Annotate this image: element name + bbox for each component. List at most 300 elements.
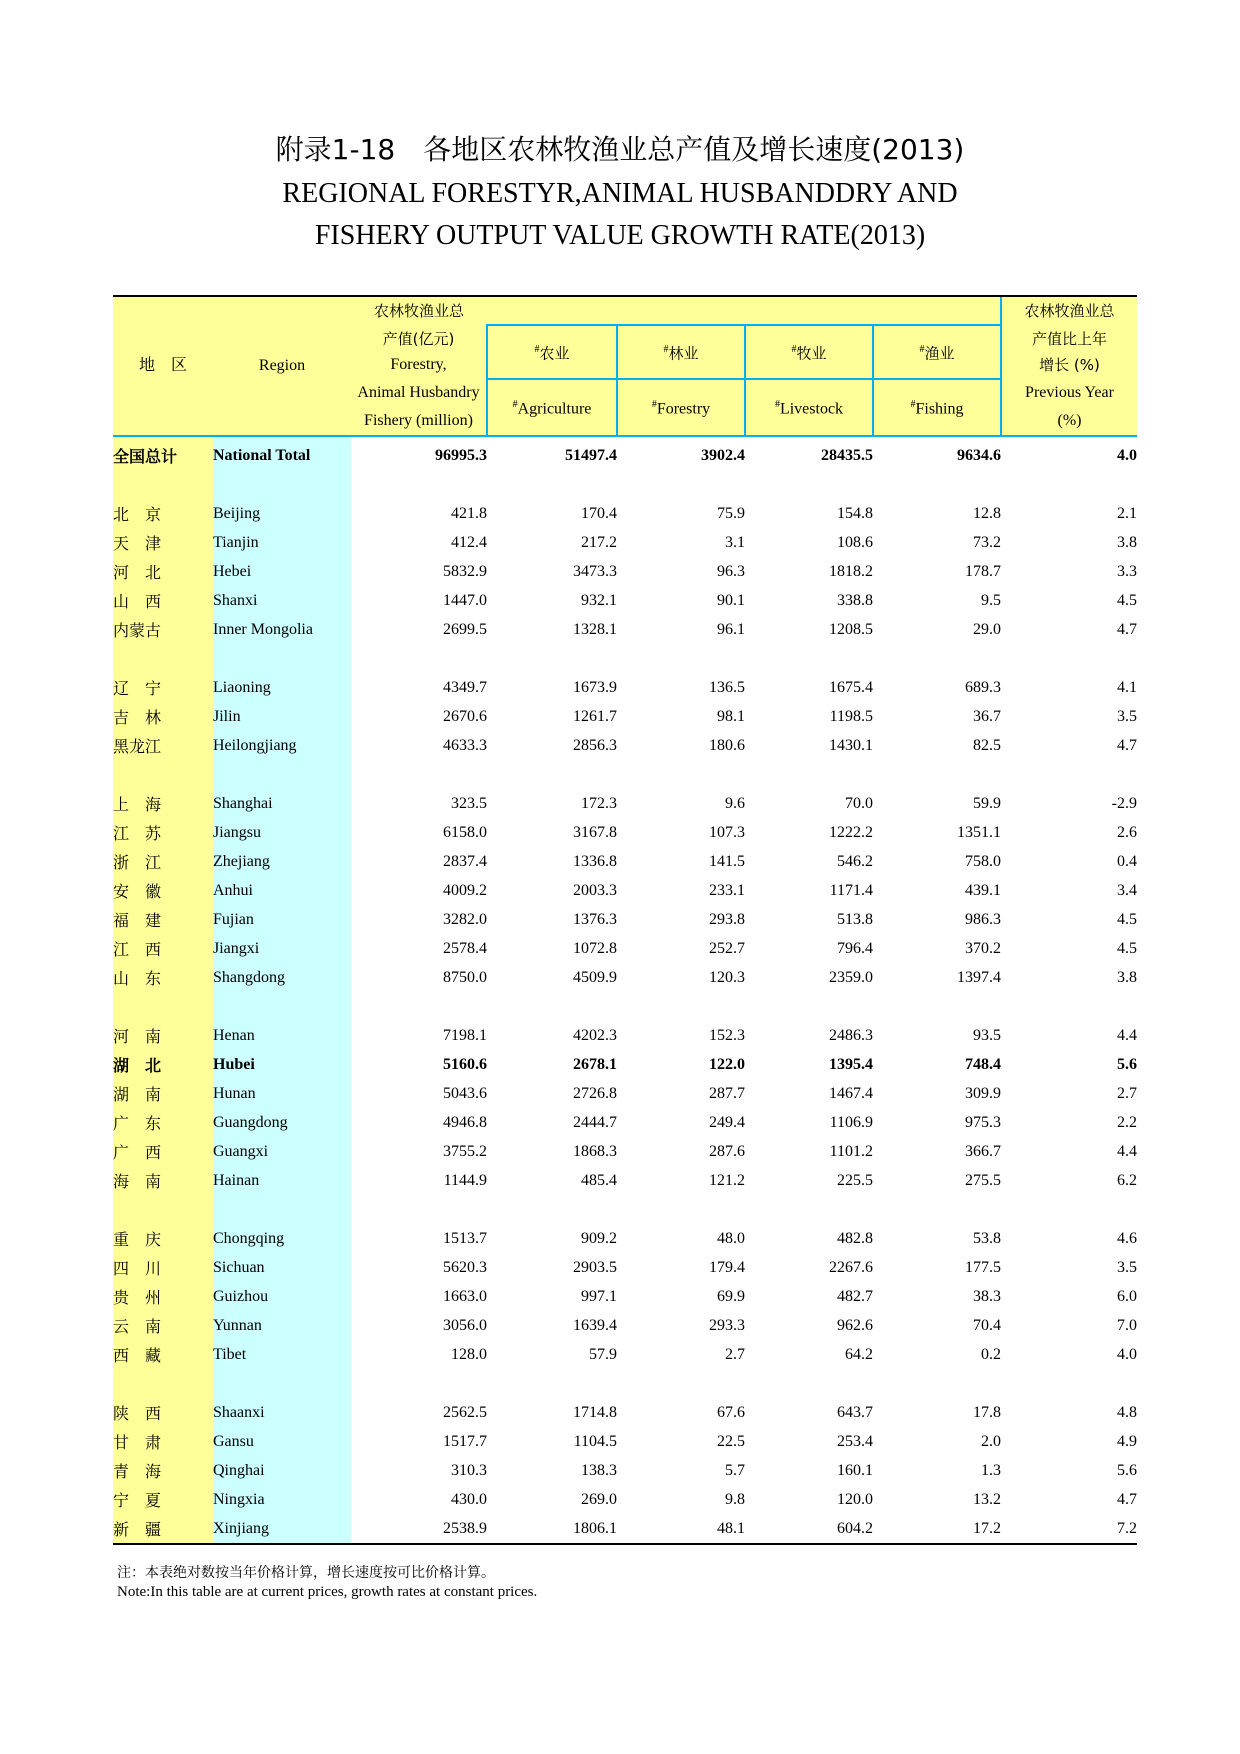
cell-growth: 4.5 (1117, 910, 1137, 928)
cell-growth: 4.0 (1117, 1345, 1137, 1363)
region-name-cn: 广 东 (113, 1108, 213, 1137)
region-name-cn: 山 西 (113, 586, 213, 615)
header-live-en: Livestock (779, 400, 844, 418)
cell-growth: 4.1 (1117, 678, 1137, 696)
cell-forest: 122.0 (709, 1055, 745, 1073)
region-name-cn: 湖 北 (113, 1050, 213, 1079)
header-fish-cn-cell (873, 325, 1001, 379)
header-agri-en-mark: # (512, 399, 518, 411)
region-name-en: Shaanxi (213, 1398, 351, 1427)
cell-total: 5043.6 (443, 1084, 487, 1102)
cell-agri: 57.9 (589, 1345, 617, 1363)
cell-agri: 217.2 (581, 533, 617, 551)
region-name-cn: 福 建 (113, 905, 213, 934)
header-agri-cn-cell (487, 325, 617, 379)
header-live-cn-cell (745, 325, 873, 379)
cell-agri: 1336.8 (573, 852, 617, 870)
cell-agri: 4509.9 (573, 968, 617, 986)
cell-total: 2837.4 (443, 852, 487, 870)
cell-growth: 2.6 (1117, 823, 1137, 841)
table-row (113, 876, 1137, 905)
region-name-en: National Total (213, 436, 351, 470)
cell-live: 70.0 (845, 794, 873, 812)
cell-fish: 82.5 (973, 736, 1001, 754)
cell-agri: 4202.3 (573, 1026, 617, 1044)
cell-agri: 3473.3 (573, 562, 617, 580)
cell-growth: 3.8 (1117, 968, 1137, 986)
cell-forest: 67.6 (717, 1403, 745, 1421)
cell-agri: 138.3 (581, 1461, 617, 1479)
cell-agri: 170.4 (581, 504, 617, 522)
cell-live: 28435.5 (821, 446, 873, 464)
cell-growth: 3.5 (1117, 1258, 1137, 1276)
header-total-en1: Forestry, (390, 356, 447, 373)
cell-forest: 3902.4 (701, 446, 745, 464)
group-spacer-row (113, 760, 1137, 789)
cell-forest: 287.6 (709, 1142, 745, 1160)
cell-forest: 96.3 (717, 562, 745, 580)
cell-forest: 9.8 (725, 1490, 745, 1508)
region-name-en: Zhejiang (213, 847, 351, 876)
table-row (113, 586, 1137, 615)
cell-live: 513.8 (837, 910, 873, 928)
table-row (113, 847, 1137, 876)
header-forest-mark: # (663, 343, 669, 355)
cell-growth: 5.6 (1117, 1461, 1137, 1479)
cell-growth: 7.0 (1117, 1316, 1137, 1334)
header-live-mark: # (791, 343, 797, 355)
cell-forest: 287.7 (709, 1084, 745, 1102)
header-total-cn2: 产值(亿元) (382, 330, 455, 348)
note-cn: 注：本表绝对数按当年价格计算，增长速度按可比价格计算。 (117, 1565, 495, 1581)
cell-fish: 177.5 (965, 1258, 1001, 1276)
cell-fish: 309.9 (965, 1084, 1001, 1102)
cell-forest: 252.7 (709, 939, 745, 957)
region-name-en: Gansu (213, 1427, 351, 1456)
region-name-cn: 山 东 (113, 963, 213, 992)
region-name-cn: 安 徽 (113, 876, 213, 905)
table-row (113, 1108, 1137, 1137)
region-name-en: Henan (213, 1021, 351, 1050)
cell-forest: 136.5 (709, 678, 745, 696)
region-name-cn: 广 西 (113, 1137, 213, 1166)
cell-fish: 93.5 (973, 1026, 1001, 1044)
header-live-cn: 牧业 (796, 344, 827, 363)
table-row (113, 673, 1137, 702)
cell-live: 1106.9 (829, 1113, 873, 1131)
cell-fish: 439.1 (965, 881, 1001, 899)
region-name-en: Shangdong (213, 963, 351, 992)
cell-total: 3755.2 (443, 1142, 487, 1160)
cell-live: 338.8 (837, 591, 873, 609)
region-name-en: Guangdong (213, 1108, 351, 1137)
table-row (113, 436, 1137, 470)
cell-growth: 4.5 (1117, 591, 1137, 609)
cell-fish: 178.7 (965, 562, 1001, 580)
cell-fish: 366.7 (965, 1142, 1001, 1160)
cell-total: 310.3 (451, 1461, 487, 1479)
region-name-cn: 甘 肃 (113, 1427, 213, 1456)
header-forest-en-cell (617, 379, 745, 436)
table-row (113, 1021, 1137, 1050)
cell-agri: 1673.9 (573, 678, 617, 696)
cell-agri: 2003.3 (573, 881, 617, 899)
cell-fish: 12.8 (973, 504, 1001, 522)
cell-fish: 1351.1 (957, 823, 1001, 841)
table-row (113, 905, 1137, 934)
header-region-cn: 地 区 (113, 296, 213, 436)
cell-fish: 758.0 (965, 852, 1001, 870)
region-name-en: Guangxi (213, 1137, 351, 1166)
region-name-en: Shanxi (213, 586, 351, 615)
cell-live: 2267.6 (829, 1258, 873, 1276)
cell-fish: 1397.4 (957, 968, 1001, 986)
header-growth-cn1: 农林牧渔业总 (1001, 296, 1137, 325)
cell-forest: 121.2 (709, 1171, 745, 1189)
header-forest-cn-cell (617, 325, 745, 379)
region-name-en: Beijing (213, 499, 351, 528)
cell-growth: 4.6 (1117, 1229, 1137, 1247)
table-row (113, 934, 1137, 963)
table-row (113, 1079, 1137, 1108)
table-row (113, 1224, 1137, 1253)
cell-total: 3056.0 (443, 1316, 487, 1334)
cell-total: 5832.9 (443, 562, 487, 580)
cell-forest: 48.0 (717, 1229, 745, 1247)
cell-fish: 1.3 (981, 1461, 1001, 1479)
cell-agri: 1261.7 (573, 707, 617, 725)
region-name-cn: 湖 南 (113, 1079, 213, 1108)
cell-growth: 2.1 (1117, 504, 1137, 522)
header-fish-en-mark: # (910, 399, 916, 411)
cell-live: 604.2 (745, 1514, 873, 1544)
region-name-cn: 河 北 (113, 557, 213, 586)
cell-forest: 69.9 (717, 1287, 745, 1305)
cell-agri: 485.4 (581, 1171, 617, 1189)
cell-live: 1818.2 (829, 562, 873, 580)
region-name-cn: 黑龙江 (113, 731, 213, 760)
cell-fish: 38.3 (973, 1287, 1001, 1305)
cell-total: 2578.4 (443, 939, 487, 957)
region-name-en: Hubei (213, 1050, 351, 1079)
region-name-cn: 浙 江 (113, 847, 213, 876)
cell-live: 1430.1 (829, 736, 873, 754)
cell-total: 2538.9 (351, 1514, 487, 1544)
cell-agri: 932.1 (581, 591, 617, 609)
cell-fish: 29.0 (973, 620, 1001, 638)
region-name-cn: 海 南 (113, 1166, 213, 1195)
region-name-cn: 新 疆 (113, 1514, 213, 1544)
cell-agri: 51497.4 (565, 446, 617, 464)
region-name-en: Hunan (213, 1079, 351, 1108)
cell-live: 1198.5 (829, 707, 873, 725)
cell-total: 421.8 (451, 504, 487, 522)
cell-growth: 4.5 (1117, 939, 1137, 957)
cell-total: 4349.7 (443, 678, 487, 696)
header-fish-cn: 渔业 (924, 344, 955, 363)
region-name-cn: 四 川 (113, 1253, 213, 1282)
table-row (113, 1311, 1137, 1340)
cell-fish: 13.2 (973, 1490, 1001, 1508)
cell-forest: 5.7 (725, 1461, 745, 1479)
header-live-en-mark: # (774, 399, 780, 411)
cell-live: 154.8 (837, 504, 873, 522)
region-name-en: Liaoning (213, 673, 351, 702)
region-name-cn: 贵 州 (113, 1282, 213, 1311)
region-name-en: Fujian (213, 905, 351, 934)
cell-agri: 1376.3 (573, 910, 617, 928)
cell-forest: 179.4 (709, 1258, 745, 1276)
header-total-en3: Fishery (million) (364, 412, 473, 429)
cell-fish: 689.3 (965, 678, 1001, 696)
cell-total: 1144.9 (443, 1171, 487, 1189)
cell-growth: 4.4 (1117, 1026, 1137, 1044)
header-growth-en1: Previous Year (1025, 384, 1114, 401)
cell-live: 64.2 (845, 1345, 873, 1363)
header-forest-en-mark: # (651, 399, 657, 411)
group-spacer-row (113, 470, 1137, 499)
cell-total: 1663.0 (443, 1287, 487, 1305)
cell-fish: 70.4 (973, 1316, 1001, 1334)
region-name-cn: 宁 夏 (113, 1485, 213, 1514)
cell-live: 1101.2 (829, 1142, 873, 1160)
cell-total: 430.0 (451, 1490, 487, 1508)
cell-agri: 1639.4 (573, 1316, 617, 1334)
cell-live: 643.7 (837, 1403, 873, 1421)
cell-live: 1222.2 (829, 823, 873, 841)
header-agri-en: Agriculture (517, 400, 592, 418)
header-total-en-group (351, 379, 487, 436)
cell-agri: 2678.1 (573, 1055, 617, 1073)
region-name-en: Sichuan (213, 1253, 351, 1282)
cell-agri: 997.1 (581, 1287, 617, 1305)
region-name-en: Xinjiang (213, 1514, 351, 1544)
cell-agri: 269.0 (581, 1490, 617, 1508)
cell-fish: 986.3 (965, 910, 1001, 928)
cell-growth: -2.9 (1111, 794, 1137, 812)
table-row (113, 499, 1137, 528)
cell-fish: 9634.6 (957, 446, 1001, 464)
page-title-cn: 附录1-18 各地区农林牧渔业总产值及增长速度(2013) (275, 133, 965, 166)
header-fish-mark: # (919, 343, 925, 355)
region-name-en: Chongqing (213, 1224, 351, 1253)
cell-growth: 3.8 (1117, 533, 1137, 551)
cell-total: 6158.0 (443, 823, 487, 841)
table-row (113, 528, 1137, 557)
cell-live: 1171.4 (829, 881, 873, 899)
cell-forest: 180.6 (709, 736, 745, 754)
table-row (113, 557, 1137, 586)
table-row (113, 1253, 1137, 1282)
cell-growth: 4.4 (1117, 1142, 1137, 1160)
region-name-cn: 江 苏 (113, 818, 213, 847)
cell-growth: 4.7 (1117, 736, 1137, 754)
header-growth-en2: (%) (1057, 412, 1082, 429)
table-row (113, 789, 1137, 818)
cell-total: 5160.6 (443, 1055, 487, 1073)
cell-live: 1208.5 (829, 620, 873, 638)
cell-forest: 120.3 (709, 968, 745, 986)
cell-growth: 4.9 (1117, 1432, 1137, 1450)
header-growth-cn3: 增长 (%) (1039, 356, 1100, 374)
cell-agri: 1328.1 (573, 620, 617, 638)
cell-total: 2699.5 (443, 620, 487, 638)
cell-fish: 0.2 (981, 1345, 1001, 1363)
header-growth-group (1001, 325, 1137, 379)
region-name-cn: 辽 宁 (113, 673, 213, 702)
cell-fish: 275.5 (965, 1171, 1001, 1189)
cell-forest: 9.6 (725, 794, 745, 812)
cell-live: 253.4 (837, 1432, 873, 1450)
cell-forest: 293.8 (709, 910, 745, 928)
cell-total: 128.0 (451, 1345, 487, 1363)
region-name-cn: 内蒙古 (113, 615, 213, 644)
cell-total: 7198.1 (443, 1026, 487, 1044)
cell-growth: 0.4 (1117, 852, 1137, 870)
cell-forest: 2.7 (725, 1345, 745, 1363)
cell-forest: 141.5 (709, 852, 745, 870)
page-title-en-line2: FISHERY OUTPUT VALUE GROWTH RATE(2013) (314, 220, 926, 251)
cell-agri: 2726.8 (573, 1084, 617, 1102)
table-row (113, 1456, 1137, 1485)
cell-agri: 1806.1 (487, 1514, 617, 1544)
region-name-cn: 全国总计 (113, 436, 213, 470)
header-growth-cn2: 产值比上年 (1031, 330, 1107, 348)
cell-fish: 370.2 (965, 939, 1001, 957)
region-name-cn: 上 海 (113, 789, 213, 818)
header-total-group (351, 325, 487, 379)
region-name-en: Ningxia (213, 1485, 351, 1514)
region-name-en: Jiangxi (213, 934, 351, 963)
cell-total: 1447.0 (443, 591, 487, 609)
cell-forest: 48.1 (617, 1514, 745, 1544)
group-spacer-row (113, 1369, 1137, 1398)
header-agri-mark: # (534, 343, 540, 355)
cell-live: 1467.4 (829, 1084, 873, 1102)
cell-agri: 2903.5 (573, 1258, 617, 1276)
header-region-en: Region (213, 296, 351, 436)
cell-forest: 90.1 (717, 591, 745, 609)
cell-agri: 1072.8 (573, 939, 617, 957)
region-name-en: Tibet (213, 1340, 351, 1369)
region-name-en: Heilongjiang (213, 731, 351, 760)
cell-forest: 96.1 (717, 620, 745, 638)
cell-agri: 2856.3 (573, 736, 617, 754)
cell-fish: 36.7 (973, 707, 1001, 725)
cell-fish: 59.9 (973, 794, 1001, 812)
group-spacer-row (113, 644, 1137, 673)
header-forest-en: Forestry (656, 400, 711, 418)
cell-fish: 9.5 (981, 591, 1001, 609)
cell-agri: 1104.5 (573, 1432, 617, 1450)
cell-agri: 1714.8 (573, 1403, 617, 1421)
group-spacer-row (113, 992, 1137, 1021)
table-row (113, 1137, 1137, 1166)
region-name-cn: 青 海 (113, 1456, 213, 1485)
cell-total: 2670.6 (443, 707, 487, 725)
cell-fish: 73.2 (973, 533, 1001, 551)
data-table (113, 295, 1137, 1545)
cell-forest: 152.3 (709, 1026, 745, 1044)
cell-growth: 3.4 (1117, 881, 1137, 899)
group-spacer-row (113, 1195, 1137, 1224)
region-name-cn: 重 庆 (113, 1224, 213, 1253)
cell-growth: 4.8 (1117, 1403, 1137, 1421)
cell-forest: 75.9 (717, 504, 745, 522)
table-row (113, 731, 1137, 760)
cell-live: 160.1 (837, 1461, 873, 1479)
cell-live: 1395.4 (829, 1055, 873, 1073)
region-name-cn: 吉 林 (113, 702, 213, 731)
cell-agri: 3167.8 (573, 823, 617, 841)
cell-forest: 249.4 (709, 1113, 745, 1131)
header-agri-en-cell (487, 379, 617, 436)
cell-total: 5620.3 (443, 1258, 487, 1276)
cell-forest: 233.1 (709, 881, 745, 899)
table-row (113, 1282, 1137, 1311)
cell-live: 796.4 (837, 939, 873, 957)
cell-live: 546.2 (837, 852, 873, 870)
header-total-en2: Animal Husbandry (357, 384, 480, 401)
cell-agri: 909.2 (581, 1229, 617, 1247)
region-name-en: Tianjin (213, 528, 351, 557)
cell-growth: 6.2 (1117, 1171, 1137, 1189)
cell-growth: 4.7 (1117, 620, 1137, 638)
cell-growth: 4.0 (1117, 446, 1137, 464)
cell-live: 962.6 (837, 1316, 873, 1334)
region-name-cn: 云 南 (113, 1311, 213, 1340)
header-agri-cn: 农业 (539, 344, 570, 363)
cell-live: 482.7 (837, 1287, 873, 1305)
cell-total: 1513.7 (443, 1229, 487, 1247)
cell-growth: 3.5 (1117, 707, 1137, 725)
cell-fish: 17.2 (873, 1514, 1001, 1544)
region-name-cn: 西 藏 (113, 1340, 213, 1369)
cell-total: 412.4 (451, 533, 487, 551)
region-name-en: Yunnan (213, 1311, 351, 1340)
header-fish-en: Fishing (915, 400, 964, 418)
table-row (113, 615, 1137, 644)
cell-forest: 3.1 (725, 533, 745, 551)
region-name-en: Anhui (213, 876, 351, 905)
cell-total: 1517.7 (443, 1432, 487, 1450)
table-row (113, 1514, 1137, 1544)
cell-agri: 172.3 (581, 794, 617, 812)
table-row (113, 1340, 1137, 1369)
region-name-en: Jiangsu (213, 818, 351, 847)
cell-fish: 975.3 (965, 1113, 1001, 1131)
cell-growth: 4.7 (1117, 1490, 1137, 1508)
cell-forest: 22.5 (717, 1432, 745, 1450)
cell-fish: 748.4 (965, 1055, 1001, 1073)
table-row (113, 963, 1137, 992)
region-name-en: Guizhou (213, 1282, 351, 1311)
region-name-en: Hebei (213, 557, 351, 586)
region-name-cn: 北 京 (113, 499, 213, 528)
region-name-cn: 天 津 (113, 528, 213, 557)
region-name-cn: 江 西 (113, 934, 213, 963)
cell-total: 2562.5 (443, 1403, 487, 1421)
region-name-en: Shanghai (213, 789, 351, 818)
page-title-en-line1: REGIONAL FORESTYR,ANIMAL HUSBANDDRY AND (282, 178, 958, 209)
cell-total: 8750.0 (443, 968, 487, 986)
cell-total: 96995.3 (435, 446, 487, 464)
cell-forest: 293.3 (709, 1316, 745, 1334)
table-row (113, 1427, 1137, 1456)
cell-total: 4009.2 (443, 881, 487, 899)
note-en: Note:In this table are at current prices, growth rates at constant prices. (117, 1584, 538, 1600)
header-fish-en-cell (873, 379, 1001, 436)
